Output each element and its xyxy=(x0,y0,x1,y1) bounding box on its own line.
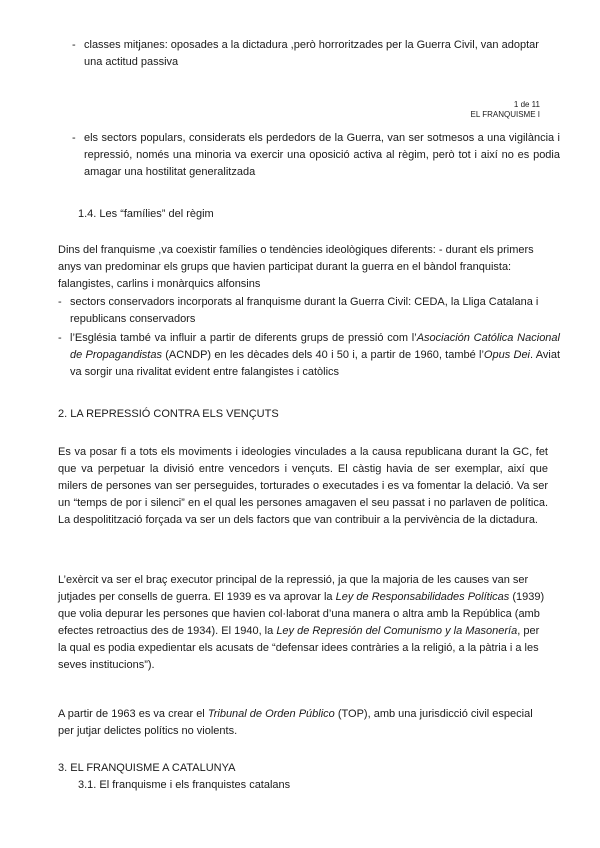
bullet-sectors-populars xyxy=(72,130,560,181)
tribunal-name: Tribunal de Orden Público xyxy=(207,708,335,720)
paragraph-repressio-1: Es va posar fi a tots els moviments i ideologies vinculades a la causa republicana durant la GC, fet que va perpetuar la divisió entre vencedors i vençuts. El càstig havia de ser exemplar, així que milers de persones van ser perseguides, torturades o executades i es va fomentar la delació. Va ser un “temps de por i silenci” en el qual les persones amagaven el seu passat i no parlaven de política. La despolitització forçada va ser un dels factors que van contribuir a la pervivència de la dictadura. xyxy=(58,446,548,526)
bullet-dash: - xyxy=(72,39,76,51)
bullet-dash: - xyxy=(72,132,76,144)
bullet-text: sectors conservadors incorporats al franquisme durant la Guerra Civil: CEDA, la Lliga Catalana i republicans conservadors xyxy=(70,296,539,325)
law-title: Ley de Responsabilidades Políticas xyxy=(335,591,510,603)
bullet-text: classes mitjanes: oposades a la dictadura ,però horroritzades per la Guerra Civil, van adoptar una actitud passiva xyxy=(84,39,539,68)
subheading-franquistes-catalans: 3.1. El franquisme i els franquistes catalans xyxy=(78,779,291,791)
opus-dei: Opus Dei xyxy=(483,349,531,361)
paragraph-families-intro: Dins del franquisme ,va coexistir famílies o tendències ideològiques diferents: - durant els primers anys van predominar els grups que havien participat durant la guerra en el bàndol franquista: falangistes, carlins i monàrquics alfonsins xyxy=(58,244,534,290)
bullet-classes-mitjanes xyxy=(72,37,554,71)
org-name: Asociación Católica Nacional de Propagandistas xyxy=(70,332,560,361)
bullet-text: els sectors populars, considerats els perdedors de la Guerra, van ser sotmesos a una vigilància i repressió, només una minoria va exercir una oposició activa al règim, però tot i així no es podia amagar una hostilitat generalitzada xyxy=(84,132,560,178)
bullet-dash: - xyxy=(58,332,62,344)
paragraph-repressio-2: L’exèrcit va ser el braç executor principal de la repressió, ja que la majoria de les causes van ser jutjades per consells de guerra. El 1939 es va aprovar la Ley de Responsabilidades Políticas (1939) que volia depurar les persones que havien col·laborat d’una manera o altra amb la República (amb efectes retroactius des de 1934). El 1940, la Ley de Represión del Comunismo y la Masonería, per la qual es podia expedientar els acusats de “defensar idees contràries a la religió, a la pàtria i a les seves institucions”). xyxy=(58,574,545,671)
bullet-dash: - xyxy=(58,296,62,308)
heading-catalunya: 3. EL FRANQUISME A CATALUNYA xyxy=(58,762,236,774)
page-header xyxy=(340,100,540,120)
paragraph-repressio-3: A partir de 1963 es va crear el Tribunal de Orden Público (TOP), amb una jurisdicció civil especial per jutjar delictes polítics no violents. xyxy=(58,708,533,737)
law-title: Ley de Represión del Comunismo y la Masonería xyxy=(276,625,518,637)
heading-repressio: 2. LA REPRESSIÓ CONTRA ELS VENÇUTS xyxy=(58,408,279,420)
heading-families: 1.4. Les “famílies” del règim xyxy=(78,208,214,220)
header-section-title: EL FRANQUISME I xyxy=(470,110,540,119)
bullet-sectors-conservadors xyxy=(58,294,560,328)
bullet-esglesia: - l’Església també va influir a partir de diferents grups de pressió com l’Asociación Católica Nacional de Propagandistas (ACNDP) en les dècades dels 40 i 50 i, a partir de 1960, també l’Opus Dei. Aviat va sorgir una rivalitat evident entre falangistes i catòlics xyxy=(58,332,561,378)
page-number: 1 de 11 xyxy=(513,100,540,109)
